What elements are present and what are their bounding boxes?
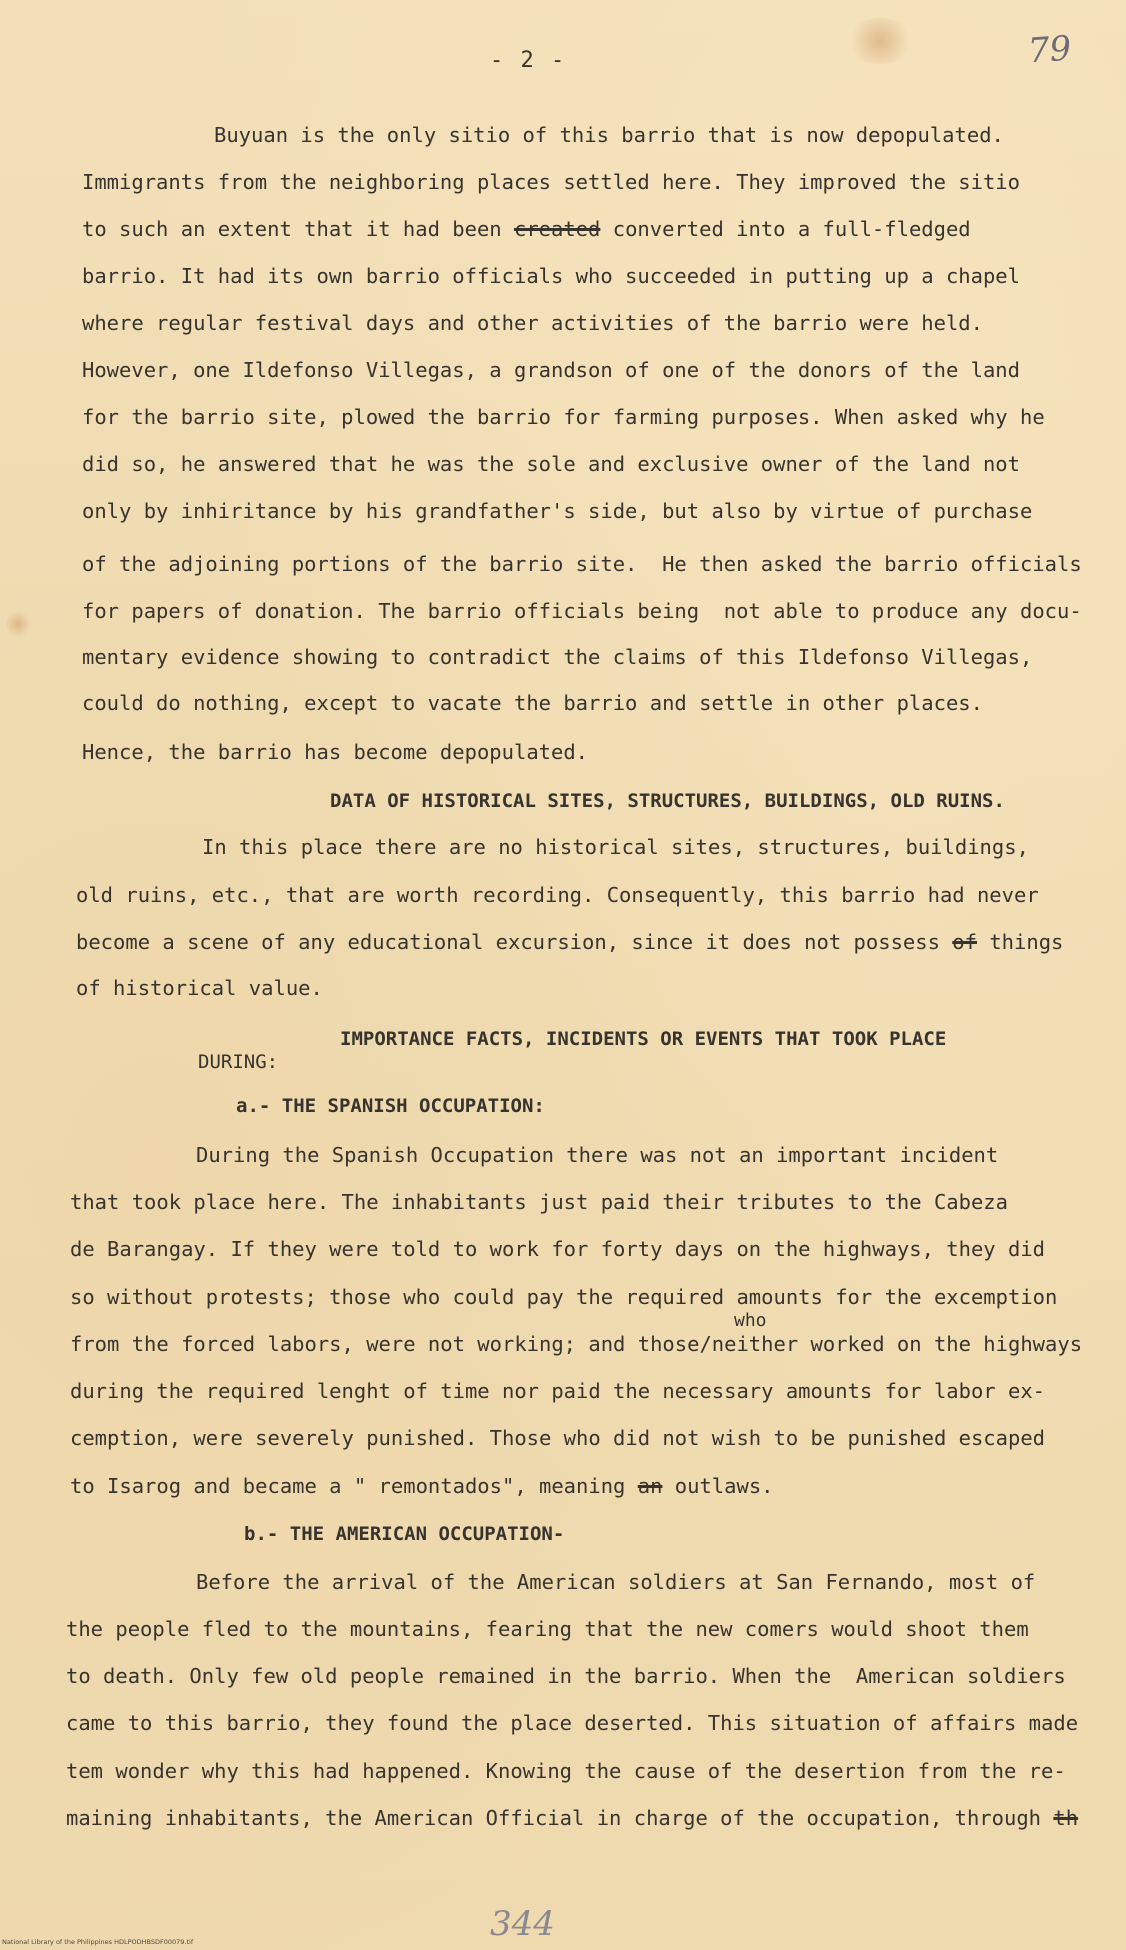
text-line bbox=[66, 1664, 1066, 1688]
text-line bbox=[82, 691, 983, 715]
line-text: IMPORTANCE FACTS, INCIDENTS OR EVENTS THAT TOOK PLACE bbox=[340, 1028, 947, 1050]
line-text: during the required lenght of time nor paid the necessary amounts for labor ex- bbox=[70, 1379, 1046, 1403]
struck-word: an bbox=[637, 1474, 663, 1498]
line-text: tem wonder why this had happened. Knowing the cause of the desertion from the re- bbox=[66, 1759, 1066, 1783]
text-line bbox=[82, 217, 971, 241]
line-text: mentary evidence showing to contradict the claims of this Ildefonso Villegas, bbox=[82, 645, 1033, 669]
paper-stain bbox=[6, 610, 30, 638]
text-line bbox=[82, 645, 1032, 669]
line-text: DATA OF HISTORICAL SITES, STRUCTURES, BUILDINGS, OLD RUINS. bbox=[330, 790, 1005, 812]
text-line bbox=[76, 930, 1063, 954]
subheading-spanish-occupation bbox=[236, 1094, 545, 1118]
line-text: However, one Ildefonso Villegas, a grandson of one of the donors of the land bbox=[82, 358, 1020, 382]
text-line bbox=[66, 1617, 1029, 1641]
line-text: b.- THE AMERICAN OCCUPATION- bbox=[244, 1523, 565, 1545]
line-text: only by inhiritance by his grandfather's side, but also by virtue of purchase bbox=[82, 499, 1033, 523]
text-line bbox=[76, 883, 1039, 907]
text-line bbox=[66, 1711, 1078, 1735]
line-text: who bbox=[734, 1310, 767, 1331]
text-line bbox=[70, 1237, 1045, 1261]
text-line bbox=[82, 264, 1020, 288]
line-text: to death. Only few old people remained in the barrio. When the American soldiers bbox=[66, 1664, 1066, 1688]
section-heading-importance-facts bbox=[340, 1027, 946, 1051]
line-text: for papers of donation. The barrio officials being not able to produce any docu- bbox=[82, 599, 1082, 623]
text-line bbox=[70, 1426, 1045, 1450]
paper-stain bbox=[845, 18, 915, 64]
line-text: old ruins, etc., that are worth recording. Consequently, this barrio had never bbox=[76, 883, 1039, 907]
line-text: of the adjoining portions of the barrio site. He then asked the barrio officials bbox=[82, 552, 1082, 576]
text-line bbox=[82, 170, 1020, 194]
text-line bbox=[70, 1379, 1045, 1403]
line-text: a.- THE SPANISH OCCUPATION: bbox=[236, 1095, 545, 1117]
line-text: to such an extent that it had been bbox=[82, 217, 514, 241]
line-text: of historical value. bbox=[76, 976, 323, 1000]
text-line bbox=[198, 1050, 278, 1074]
line-text: from the forced labors, were not working; and those/neither worked on the highways bbox=[70, 1332, 1083, 1356]
text-line bbox=[196, 1570, 1035, 1594]
handwritten-stamp-number: 344 bbox=[490, 1904, 555, 1944]
line-text: could do nothing, except to vacate the barrio and settle in other places. bbox=[82, 691, 983, 715]
text-line bbox=[70, 1285, 1057, 1309]
handwritten-folio-number: 79 bbox=[1026, 28, 1073, 72]
line-text: converted into a full-fledged bbox=[600, 217, 971, 241]
text-line bbox=[214, 123, 1004, 147]
line-text: outlaws. bbox=[662, 1474, 774, 1498]
archive-footer: National Library of the Philippines HDLPODHBSDF00079.tif bbox=[2, 1938, 194, 1946]
text-line bbox=[82, 452, 1020, 476]
section-heading-historical-sites bbox=[330, 789, 1005, 813]
line-text: DURING: bbox=[198, 1051, 279, 1073]
line-text: the people fled to the mountains, fearing that the new comers would shoot them bbox=[66, 1617, 1029, 1641]
line-text: become a scene of any educational excursion, since it does not possess bbox=[76, 930, 953, 954]
line-text: Immigrants from the neighboring places settled here. They improved the sitio bbox=[82, 170, 1020, 194]
text-line bbox=[82, 740, 588, 764]
line-text: maining inhabitants, the American Official in charge of the occupation, through bbox=[66, 1806, 1054, 1830]
text-line bbox=[82, 552, 1082, 576]
text-line bbox=[82, 499, 1032, 523]
line-text: Before the arrival of the American soldiers at San Fernando, most of bbox=[196, 1570, 1036, 1594]
line-text: cemption, were severely punished. Those who did not wish to be punished escaped bbox=[70, 1426, 1046, 1450]
line-text: to Isarog and became a " remontados", meaning bbox=[70, 1474, 638, 1498]
line-text: de Barangay. If they were told to work for forty days on the highways, they did bbox=[70, 1237, 1046, 1261]
text-line bbox=[66, 1759, 1066, 1783]
text-line bbox=[76, 976, 323, 1000]
text-line bbox=[82, 311, 983, 335]
line-text: During the Spanish Occupation there was not an important incident bbox=[196, 1143, 999, 1167]
line-text: barrio. It had its own barrio officials who succeeded in putting up a chapel bbox=[82, 264, 1020, 288]
text-line bbox=[66, 1806, 1078, 1830]
line-text: so without protests; those who could pay the required amounts for the excemption bbox=[70, 1285, 1058, 1309]
text-line bbox=[196, 1143, 998, 1167]
line-text: that took place here. The inhabitants just paid their tributes to the Cabeza bbox=[70, 1190, 1008, 1214]
text-line bbox=[202, 835, 1029, 859]
text-line bbox=[82, 405, 1045, 429]
line-text: things bbox=[976, 930, 1064, 954]
text-line bbox=[82, 358, 1020, 382]
line-text: for the barrio site, plowed the barrio for farming purposes. When asked why he bbox=[82, 405, 1045, 429]
line-text: came to this barrio, they found the place deserted. This situation of affairs made bbox=[66, 1711, 1079, 1735]
line-text: where regular festival days and other activities of the barrio were held. bbox=[82, 311, 983, 335]
line-text: Hence, the barrio has become depopulated. bbox=[82, 740, 589, 764]
text-line bbox=[70, 1190, 1008, 1214]
page-number: - 2 - bbox=[490, 48, 567, 73]
subheading-american-occupation bbox=[244, 1522, 564, 1546]
text-line bbox=[70, 1474, 774, 1498]
struck-word: of bbox=[952, 930, 977, 954]
struck-word: created bbox=[513, 217, 601, 241]
text-line bbox=[82, 599, 1082, 623]
interlinear-insertion bbox=[734, 1309, 767, 1333]
line-text: did so, he answered that he was the sole and exclusive owner of the land not bbox=[82, 452, 1020, 476]
struck-word: th bbox=[1053, 1806, 1079, 1830]
text-line bbox=[70, 1332, 1082, 1356]
line-text: In this place there are no historical sites, structures, buildings, bbox=[202, 835, 1029, 859]
line-text: Buyuan is the only sitio of this barrio that is now depopulated. bbox=[214, 123, 1004, 147]
